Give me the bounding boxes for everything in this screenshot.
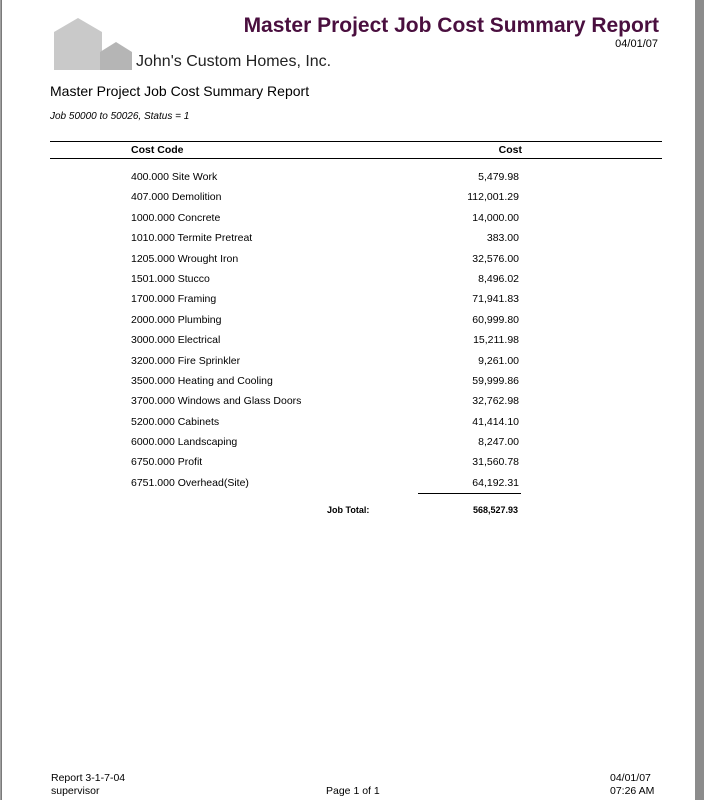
- cost-code-cell: 407.000 Demolition: [131, 191, 222, 204]
- cost-code-cell: 3700.000 Windows and Glass Doors: [131, 395, 302, 408]
- footer-time: 07:26 AM: [610, 785, 655, 797]
- cost-code-cell: 400.000 Site Work: [131, 171, 218, 183]
- cost-code-cell: 6750.000 Profit: [131, 456, 203, 469]
- cost-code-cell: 2000.000 Plumbing: [131, 313, 222, 326]
- cost-cell: 8,496.02: [478, 272, 519, 285]
- column-header-cost-code: Cost Code: [131, 144, 184, 156]
- cost-code-cell: 6000.000 Landscaping: [131, 436, 238, 449]
- house-logo-icon: [54, 18, 134, 70]
- cost-code-cell: 3000.000 Electrical: [131, 334, 221, 347]
- cost-code-cell: 1000.000 Concrete: [131, 211, 221, 224]
- job-total-label: Job Total:: [327, 505, 370, 515]
- table-row: [2, 170, 696, 190]
- cost-code-cell: 1700.000 Framing: [131, 293, 217, 306]
- cost-cell: 64,192.31: [472, 476, 519, 489]
- footer-report-id: Report 3-1-7-04: [51, 772, 126, 784]
- cost-table: [2, 170, 696, 496]
- table-row: [2, 252, 696, 272]
- report-page: [1, 0, 695, 800]
- table-row: [2, 313, 696, 333]
- footer-page-number: Page 1 of 1: [326, 785, 380, 797]
- header-rule-top: [50, 141, 662, 142]
- table-row: [2, 211, 696, 231]
- page-shadow: [695, 0, 704, 800]
- cost-cell: 15,211.98: [473, 334, 519, 347]
- cost-cell: 71,941.83: [472, 293, 519, 306]
- report-title: Master Project Job Cost Summary Report: [243, 14, 659, 37]
- table-row: [2, 354, 696, 374]
- cost-cell: 383.00: [486, 232, 519, 245]
- company-name: John's Custom Homes, Inc.: [136, 53, 332, 70]
- table-row: [2, 415, 696, 435]
- table-row: [2, 455, 696, 475]
- footer-user: supervisor: [51, 785, 100, 797]
- cost-code-cell: 3500.000 Heating and Cooling: [131, 374, 273, 387]
- table-row: [2, 333, 696, 353]
- table-row: [2, 292, 696, 312]
- cost-cell: 41,414.10: [472, 415, 519, 428]
- cost-cell: 59,999.86: [472, 374, 519, 387]
- cost-cell: 31,560.78: [472, 456, 519, 469]
- cost-cell: 60,999.80: [472, 313, 519, 326]
- header-rule-bottom: [50, 158, 662, 159]
- table-row: [2, 476, 696, 496]
- cost-code-cell: 1010.000 Termite Pretreat: [131, 232, 253, 245]
- total-rule: [418, 493, 521, 494]
- cost-code-cell: 1205.000 Wrought Iron: [131, 252, 239, 265]
- cost-cell: 5,479.98: [478, 171, 519, 183]
- table-row: [2, 231, 696, 251]
- cost-cell: 32,576.00: [472, 252, 519, 265]
- table-row: [2, 435, 696, 455]
- footer-date: 04/01/07: [610, 772, 651, 784]
- cost-code-cell: 3200.000 Fire Sprinkler: [131, 354, 241, 367]
- cost-cell: 32,762.98: [472, 395, 519, 408]
- cost-code-cell: 5200.000 Cabinets: [131, 415, 220, 428]
- cost-cell: 112,001.29: [467, 191, 519, 204]
- report-subtitle: Master Project Job Cost Summary Report: [50, 83, 310, 99]
- column-header-cost: Cost: [498, 144, 522, 156]
- report-filter: Job 50000 to 50026, Status = 1: [50, 111, 190, 122]
- table-row: [2, 394, 696, 414]
- cost-cell: 9,261.00: [478, 354, 519, 367]
- cost-cell: 14,000.00: [472, 211, 519, 224]
- table-row: [2, 374, 696, 394]
- report-date: 04/01/07: [615, 38, 658, 50]
- cost-cell: 8,247.00: [478, 436, 519, 449]
- table-row: [2, 190, 696, 210]
- job-total-value: 568,527.93: [472, 505, 518, 515]
- cost-code-cell: 1501.000 Stucco: [131, 272, 210, 285]
- table-row: [2, 272, 696, 292]
- cost-code-cell: 6751.000 Overhead(Site): [131, 476, 249, 489]
